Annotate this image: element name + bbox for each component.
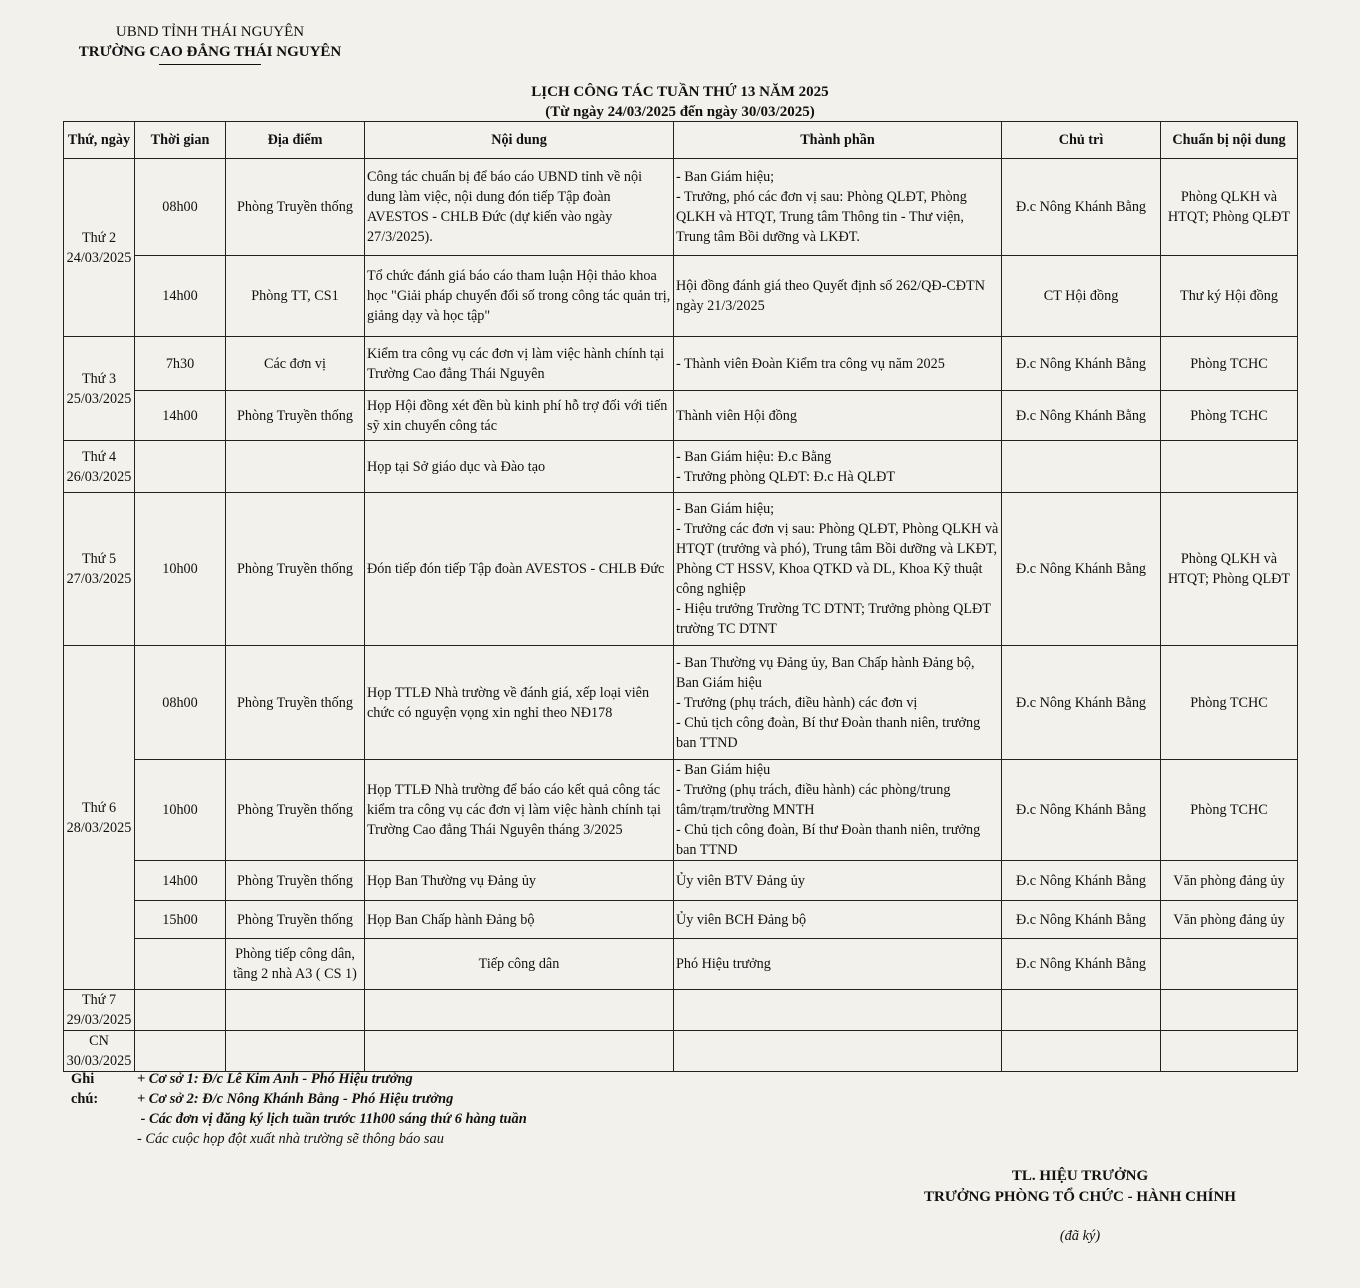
participant-line: Phó Hiệu trưởng	[676, 956, 771, 972]
content-cell	[365, 1031, 674, 1072]
participant-line: Hội đồng đánh giá theo Quyết định số 262/QĐ-CĐTN ngày 21/3/2025	[676, 278, 985, 314]
day-cell	[64, 990, 135, 1031]
prep-cell: Phòng QLKH và HTQT; Phòng QLĐT	[1161, 493, 1298, 646]
participant-line: - Ban Giám hiệu: Đ.c Bằng	[676, 448, 832, 465]
signed-note: (đã ký)	[1059, 1228, 1101, 1244]
time-cell	[135, 990, 226, 1031]
schedule-table	[63, 121, 1298, 1072]
col-header-chair: Chủ trì	[1002, 122, 1161, 159]
header-underline	[159, 64, 261, 65]
participant-line: Ủy viên BTV Đảng ủy	[676, 872, 805, 889]
place-cell	[226, 990, 365, 1031]
time-cell	[135, 939, 226, 990]
participant-line: - Hiệu trưởng Trường TC DTNT; Trưởng phòng QLĐT trường TC DTNT	[676, 601, 991, 637]
participants-cell	[674, 939, 1002, 990]
chair-cell: Đ.c Nông Khánh Bằng	[1002, 646, 1161, 760]
prep-cell	[1161, 990, 1298, 1031]
prep-cell: Phòng TCHC	[1161, 337, 1298, 391]
table-row	[64, 861, 1298, 901]
note-item: + Cơ sở 1: Đ/c Lê Kim Anh - Phó Hiệu trưởng	[137, 1071, 413, 1087]
content-cell: Họp Ban Thường vụ Đảng ủy	[365, 861, 674, 901]
chair-cell: CT Hội đồng	[1002, 256, 1161, 337]
time-cell: 15h00	[135, 901, 226, 939]
content-cell: Họp tại Sở giáo dục và Đào tạo	[365, 441, 674, 493]
participants-cell	[674, 901, 1002, 939]
place-cell: Phòng Truyền thống	[226, 391, 365, 441]
participant-line: - Trưởng (phụ trách, điều hành) các đơn vị	[676, 694, 918, 711]
prep-cell: Phòng TCHC	[1161, 646, 1298, 760]
participant-line: - Ban Thường vụ Đảng ủy, Ban Chấp hành Đảng bộ, Ban Giám hiệu	[676, 654, 975, 691]
day-date: 26/03/2025	[66, 468, 132, 485]
chair-cell	[1002, 990, 1161, 1031]
content-cell: Tổ chức đánh giá báo cáo tham luận Hội thảo khoa học "Giải pháp chuyển đổi số trong công tác quản trị, giảng dạy và học tập"	[365, 256, 674, 337]
table-row	[64, 1031, 1298, 1072]
notes-label: Ghi chú:	[71, 1071, 99, 1107]
prep-cell	[1161, 939, 1298, 990]
day-date: 24/03/2025	[66, 249, 132, 266]
participants-cell	[674, 391, 1002, 441]
prep-cell: Thư ký Hội đồng	[1161, 256, 1298, 337]
participant-line: Ủy viên BCH Đảng bộ	[676, 911, 807, 928]
table-row	[64, 493, 1298, 646]
time-cell: 7h30	[135, 337, 226, 391]
day-date: 30/03/2025	[66, 1053, 132, 1069]
participant-line: - Trưởng, phó các đơn vị sau: Phòng QLĐT, Phòng QLKH và HTQT, Trung tâm Thông tin - Thư viện, Trung tâm Bồi dưỡng và LKĐT.	[676, 189, 967, 245]
note-item: - Các đơn vị đăng ký lịch tuần trước 11h00 sáng thứ 6 hàng tuần	[137, 1111, 527, 1127]
day-cell	[64, 337, 135, 441]
day-date: 27/03/2025	[66, 571, 132, 587]
prep-cell: Phòng TCHC	[1161, 391, 1298, 441]
table-row	[64, 159, 1298, 256]
document-title	[330, 82, 1030, 122]
content-cell: Đón tiếp đón tiếp Tập đoàn AVESTOS - CHLB Đức	[365, 493, 674, 646]
content-cell: Công tác chuẩn bị để báo cáo UBND tỉnh về nội dung làm việc, nội dung đón tiếp Tập đoàn AVESTOS - CHLB Đức (dự kiến vào ngày 27/3/2025).	[365, 159, 674, 256]
day-name: CN	[89, 1033, 109, 1049]
note-item: + Cơ sở 2: Đ/c Nông Khánh Bằng - Phó Hiệu trưởng	[137, 1091, 454, 1107]
place-cell	[226, 1031, 365, 1072]
time-cell: 14h00	[135, 861, 226, 901]
participant-line: - Trưởng phòng QLĐT: Đ.c Hà QLĐT	[676, 468, 896, 485]
place-cell: Phòng Truyền thống	[226, 760, 365, 861]
issuing-authority	[60, 22, 360, 65]
time-cell: 10h00	[135, 493, 226, 646]
prep-cell	[1161, 1031, 1298, 1072]
time-cell: 14h00	[135, 256, 226, 337]
day-name: Thứ 3	[81, 370, 117, 387]
content-cell: Họp Ban Chấp hành Đảng bộ	[365, 901, 674, 939]
participants-cell	[674, 1031, 1002, 1072]
day-date: 29/03/2025	[66, 1012, 132, 1028]
title-line-2: (Từ ngày 24/03/2025 đến ngày 30/03/2025)	[545, 104, 815, 120]
participant-line: - Ban Giám hiệu	[676, 762, 771, 778]
participant-line: - Ban Giám hiệu;	[676, 501, 775, 517]
col-header-participants: Thành phần	[674, 122, 1002, 159]
content-cell: Tiếp công dân	[365, 939, 674, 990]
day-cell	[64, 441, 135, 493]
day-name: Thứ 6	[81, 799, 117, 816]
table-row	[64, 901, 1298, 939]
participant-line: Thành viên Hội đồng	[676, 407, 797, 424]
signature-line-2: TRƯỞNG PHÒNG TỔ CHỨC - HÀNH CHÍNH	[924, 1189, 1236, 1205]
chair-cell: Đ.c Nông Khánh Bằng	[1002, 159, 1161, 256]
place-cell: Phòng Truyền thống	[226, 861, 365, 901]
prep-cell: Văn phòng đảng ủy	[1161, 901, 1298, 939]
content-cell: Kiểm tra công vụ các đơn vị làm việc hành chính tại Trường Cao đẳng Thái Nguyên	[365, 337, 674, 391]
time-cell: 10h00	[135, 760, 226, 861]
content-cell: Họp Hội đồng xét đền bù kinh phí hỗ trợ đối với tiến sỹ xin chuyển công tác	[365, 391, 674, 441]
place-cell	[226, 441, 365, 493]
note-item: - Các cuộc họp đột xuất nhà trường sẽ thông báo sau	[137, 1131, 444, 1147]
day-cell	[64, 493, 135, 646]
chair-cell: Đ.c Nông Khánh Bằng	[1002, 861, 1161, 901]
table-row	[64, 646, 1298, 760]
col-header-prep: Chuẩn bị nội dung	[1161, 122, 1298, 159]
participant-line: - Trưởng các đơn vị sau: Phòng QLĐT, Phòng QLKH và HTQT (trưởng và phó), Trung tâm Bồi dưỡng và LKĐT, Phòng CT HSSV, Khoa QTKD và DL, Khoa Kỹ thuật công nghiệp	[676, 521, 999, 597]
prep-cell: Văn phòng đảng ủy	[1161, 861, 1298, 901]
school-name: TRƯỜNG CAO ĐẲNG THÁI NGUYÊN	[78, 44, 342, 60]
participants-cell	[674, 441, 1002, 493]
chair-cell	[1002, 1031, 1161, 1072]
chair-cell: Đ.c Nông Khánh Bằng	[1002, 760, 1161, 861]
place-cell: Phòng Truyền thống	[226, 901, 365, 939]
table-row	[64, 441, 1298, 493]
content-cell: Họp TTLĐ Nhà trường về đánh giá, xếp loại viên chức có nguyện vọng xin nghỉ theo NĐ178	[365, 646, 674, 760]
prep-cell: Phòng QLKH và HTQT; Phòng QLĐT	[1161, 159, 1298, 256]
time-cell: 08h00	[135, 159, 226, 256]
title-line-1: LỊCH CÔNG TÁC TUẦN THỨ 13 NĂM 2025	[531, 84, 829, 100]
participants-cell	[674, 493, 1002, 646]
signature-block	[880, 1166, 1280, 1208]
day-cell	[64, 1031, 135, 1072]
prep-cell: Phòng TCHC	[1161, 760, 1298, 861]
table-row	[64, 760, 1298, 861]
participants-cell	[674, 990, 1002, 1031]
table-header-row	[64, 122, 1298, 159]
place-cell: Phòng TT, CS1	[226, 256, 365, 337]
schedule-body	[64, 159, 1298, 1072]
content-cell	[365, 990, 674, 1031]
chair-cell: Đ.c Nông Khánh Bằng	[1002, 939, 1161, 990]
time-cell	[135, 1031, 226, 1072]
signature-line-1: TL. HIỆU TRƯỞNG	[1011, 1168, 1149, 1184]
participants-cell	[674, 861, 1002, 901]
col-header-content: Nội dung	[365, 122, 674, 159]
participant-line: - Chủ tịch công đoàn, Bí thư Đoàn thanh niên, trưởng ban TTND	[676, 714, 981, 751]
province-name: UBND TỈNH THÁI NGUYÊN	[115, 24, 305, 40]
place-cell: Phòng tiếp công dân, tầng 2 nhà A3 ( CS 1)	[226, 939, 365, 990]
place-cell: Các đơn vị	[226, 337, 365, 391]
time-cell: 14h00	[135, 391, 226, 441]
time-cell	[135, 441, 226, 493]
table-row	[64, 990, 1298, 1031]
col-header-day: Thứ, ngày	[64, 122, 135, 159]
participants-cell	[674, 256, 1002, 337]
participants-cell	[674, 159, 1002, 256]
col-header-time: Thời gian	[135, 122, 226, 159]
participant-line: - Trưởng (phụ trách, điều hành) các phòng/trung tâm/trạm/trường MNTH	[676, 782, 951, 818]
col-header-place: Địa điểm	[226, 122, 365, 159]
day-name: Thứ 4	[81, 448, 117, 465]
place-cell: Phòng Truyền thống	[226, 493, 365, 646]
place-cell: Phòng Truyền thống	[226, 646, 365, 760]
chair-cell	[1002, 441, 1161, 493]
table-row	[64, 391, 1298, 441]
participant-line: - Ban Giám hiệu;	[676, 169, 775, 185]
chair-cell: Đ.c Nông Khánh Bằng	[1002, 493, 1161, 646]
participant-line: - Chủ tịch công đoàn, Bí thư Đoàn thanh niên, trưởng ban TTND	[676, 822, 981, 858]
place-cell: Phòng Truyền thống	[226, 159, 365, 256]
chair-cell: Đ.c Nông Khánh Bằng	[1002, 391, 1161, 441]
day-cell	[64, 646, 135, 990]
participant-line: - Thành viên Đoàn Kiểm tra công vụ năm 2025	[676, 355, 945, 372]
participants-cell	[674, 337, 1002, 391]
table-row	[64, 337, 1298, 391]
chair-cell: Đ.c Nông Khánh Bằng	[1002, 337, 1161, 391]
day-name: Thứ 7	[81, 992, 117, 1008]
participants-cell	[674, 760, 1002, 861]
day-date: 25/03/2025	[66, 390, 132, 407]
day-name: Thứ 2	[81, 229, 117, 246]
chair-cell: Đ.c Nông Khánh Bằng	[1002, 901, 1161, 939]
day-cell	[64, 159, 135, 337]
day-name: Thứ 5	[81, 551, 117, 567]
time-cell: 08h00	[135, 646, 226, 760]
table-row	[64, 939, 1298, 990]
participants-cell	[674, 646, 1002, 760]
prep-cell	[1161, 441, 1298, 493]
day-date: 28/03/2025	[66, 819, 132, 836]
content-cell: Họp TTLĐ Nhà trường để báo cáo kết quả công tác kiểm tra công vụ các đơn vị làm việc hành chính tại Trường Cao đẳng Thái Nguyên tháng 3/2025	[365, 760, 674, 861]
table-row	[64, 256, 1298, 337]
